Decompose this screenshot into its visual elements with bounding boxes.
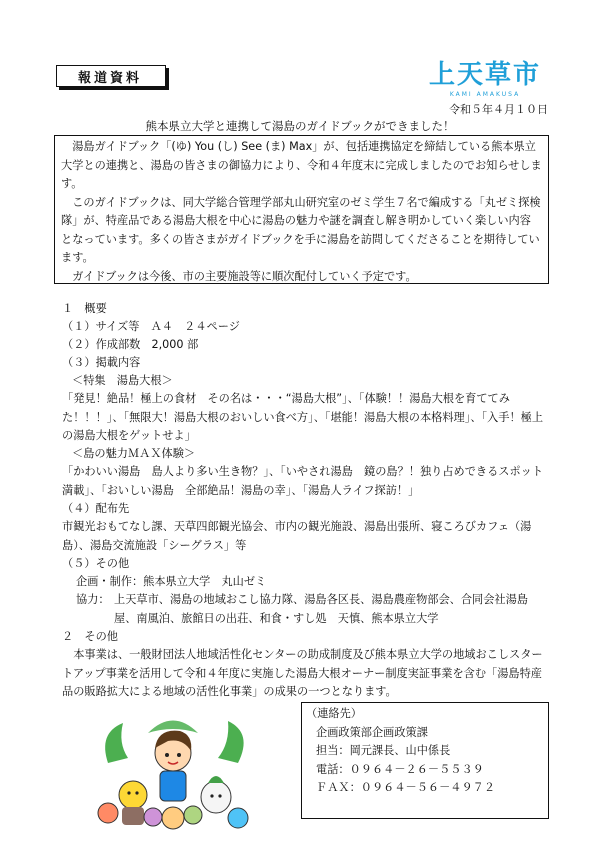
max-text: 「かわいい湯島 島人より多い生き物？」、「いやされ湯島 鏡の島？！独り占めできるスポット満載」、「おいしい湯島 全部絶品！湯島の幸」、「湯島人ライフ探訪！」 [62, 465, 544, 497]
cooperation-label: 協力： [76, 593, 110, 606]
logo-subtext: KAMI AMAKUSA [449, 91, 521, 98]
distribution-text: 市観光おもてなし課、天草四郎観光協会、市内の観光施設、湯島出張所、寝ころびカフェ（湯島）、湯島交流施設「シーグラス」等 [62, 520, 532, 552]
contact-box [301, 702, 549, 819]
feature-text: 「発見！絶品！極上の食材 その名は・・・“湯島大根”」、「体験！！湯島大根を育ててみた！！！」、「無限大！湯島大根のおいしい食べ方」、「堪能！湯島大根の本格料理」、「入手！極上の湯島大根をゲットせよ」 [62, 392, 544, 442]
intro-box [54, 135, 549, 284]
others-text: 本事業は、一般財団法人地域活性化センターの助成制度及び熊本県立大学の地域おこしスタートアップ事業を活用して令和４年度に実施した湯島大根オーナー制度実証事業を含む「湯島特産品の販路拡大による地域の活性化事業」の成果の一つとなります。 [62, 648, 543, 698]
max-heading: ＜島の魅力ＭＡＸ体験＞ [72, 447, 196, 460]
overview-size: （１）サイズ等 Ａ４ ２４ページ [62, 320, 240, 333]
report-label: 報道資料 [77, 71, 142, 86]
contact-person: 担当：岡元課長、山中係長 [316, 744, 451, 757]
intro-paragraph: ガイドブックは今後、市の主要施設等に順次配付していく予定です。 [72, 269, 417, 283]
mascot-illustration [88, 703, 258, 833]
logo-text: 上天草市 [428, 60, 541, 90]
city-logo [420, 60, 550, 102]
planning-text: 企画・制作：熊本県立大学 丸山ゼミ [76, 575, 267, 588]
release-date: 令和５年４月１０日 [449, 103, 548, 116]
distribution-heading: （４）配布先 [62, 502, 130, 515]
cooperation-text: 上天草市、湯島の地域おこし協力隊、湯島各区長、湯島農産物部会、合同会社湯島屋、南風泊、旅館日の出荘、和食・すし処 天慎、熊本県立大学 [114, 593, 528, 625]
section-heading-others: ２ その他 [62, 630, 118, 643]
contact-fax: ＦＡＸ：０９６４－５６－４９７２ [316, 781, 496, 794]
overview-contents-heading: （３）掲載内容 [62, 356, 141, 369]
contact-department: 企画政策部企画政策課 [316, 725, 428, 739]
document-title: 熊本県立大学と連携して湯島のガイドブックができました！ [145, 119, 455, 133]
intro-paragraph: このガイドブックは、同大学総合管理学部丸山研究室のゼミ学生７名で編成する「丸ゼミ探検隊」が、特産品である湯島大根を中心に湯島の魅力や謎を調査し解き明かしていく楽しい内容となっています。多くの皆さまがガイドブックを手に湯島を訪問してくださることを期待しています。 [61, 195, 541, 264]
other-heading: （５）その他 [62, 557, 130, 570]
overview-copies: （２）作成部数 2,000 部 [62, 338, 199, 351]
contact-label: （連絡先） [306, 707, 362, 720]
section-heading-overview: １ 概要 [62, 302, 107, 315]
contact-phone: 電話：０９６４－２６－５５３９ [316, 762, 484, 776]
feature-heading: ＜特集 湯島大根＞ [72, 374, 173, 387]
intro-paragraph: 湯島ガイドブック「(ゆ) You (し) See (ま) Max」が、包括連携協定を締結している熊本県立大学との連携と、湯島の皆さまの御協力により、令和４年度末に完成しましたのでお知らせします。 [61, 140, 542, 190]
